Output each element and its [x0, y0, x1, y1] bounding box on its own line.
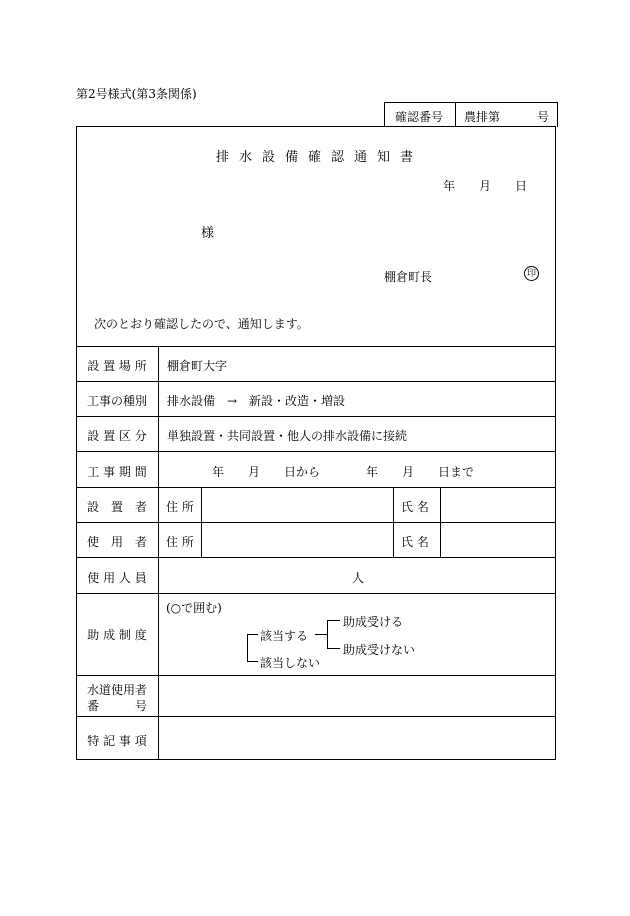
name-label-divider [440, 487, 441, 557]
work-period-label: 工 事 期 間 [87, 465, 147, 479]
row-divider [76, 346, 556, 347]
work-type-value: 排水設備 → 新設・改造・増設 [167, 394, 346, 408]
install-class-value: 単独設置・共同設置・他人の排水設備に接続 [167, 429, 408, 443]
seal-icon: 印 [524, 266, 539, 281]
user-label: 使 用 者 [86, 535, 147, 549]
location-label: 設 置 場 所 [87, 359, 147, 373]
address-value-divider [393, 487, 394, 557]
water-number-label-line2: 番 号 [86, 699, 147, 713]
work-period-end: 年 月 日まで [366, 465, 475, 479]
water-number-label-line1: 水道使用者 [86, 683, 147, 697]
work-type-label: 工事の種別 [86, 394, 147, 408]
subsidy-applicable: 該当する [260, 629, 309, 643]
subsidy-label: 助 成 制 度 [87, 628, 147, 642]
location-value: 棚倉町大字 [167, 359, 228, 373]
subsidy-receive: 助成受ける [343, 615, 404, 629]
bracket-left-top [247, 634, 258, 635]
install-class-label: 設 置 区 分 [87, 429, 147, 443]
address-label-divider [201, 487, 202, 557]
bracket-right-bottom [327, 648, 340, 649]
form-number-label: 第2号様式(第3条関係) [76, 87, 197, 101]
subsidy-not-applicable: 該当しない [260, 656, 321, 670]
confirmation-number-prefix: 農排第 [464, 110, 501, 124]
work-period-start: 年 月 日から [212, 465, 321, 479]
addressee-suffix: 様 [201, 226, 215, 241]
row-divider [76, 451, 556, 452]
installer-address-label: 住 所 [166, 500, 194, 514]
confirmation-number-suffix: 号 [536, 110, 549, 124]
subsidy-instruction: (○で囲む) [166, 601, 222, 615]
row-divider [76, 557, 556, 558]
row-divider [76, 675, 556, 676]
bracket-right-top [327, 620, 340, 621]
row-divider [76, 381, 556, 382]
bracket-right-vertical [327, 620, 328, 648]
row-divider [76, 716, 556, 717]
row-divider [76, 416, 556, 417]
user-name-label: 氏 名 [401, 535, 429, 549]
users-count-label: 使 用 人 員 [87, 571, 147, 585]
notice-date: 年 月 日 [443, 179, 528, 193]
confirmation-number-label: 確認番号 [395, 110, 444, 124]
users-count-unit: 人 [352, 571, 365, 585]
row-divider [76, 487, 556, 488]
confirmation-number-box [384, 102, 558, 127]
intro-text: 次のとおり確認したので、通知します。 [94, 317, 309, 331]
row-divider [76, 593, 556, 594]
label-column-divider [158, 346, 159, 760]
installer-name-label: 氏 名 [401, 500, 429, 514]
bracket-left-bottom [247, 661, 258, 662]
issuer-name: 棚倉町長 [384, 270, 433, 284]
installer-label: 設 置 者 [86, 500, 147, 514]
subsidy-not-receive: 助成受けない [343, 643, 416, 657]
user-address-label: 住 所 [166, 535, 194, 549]
bracket-right-connector [315, 634, 327, 635]
remarks-label: 特 記 事 項 [87, 734, 147, 748]
bracket-left-vertical [247, 634, 248, 661]
document-title: 排水設備確認通知書 [216, 150, 424, 165]
confirmation-box-divider [455, 103, 456, 127]
row-divider [76, 522, 556, 523]
